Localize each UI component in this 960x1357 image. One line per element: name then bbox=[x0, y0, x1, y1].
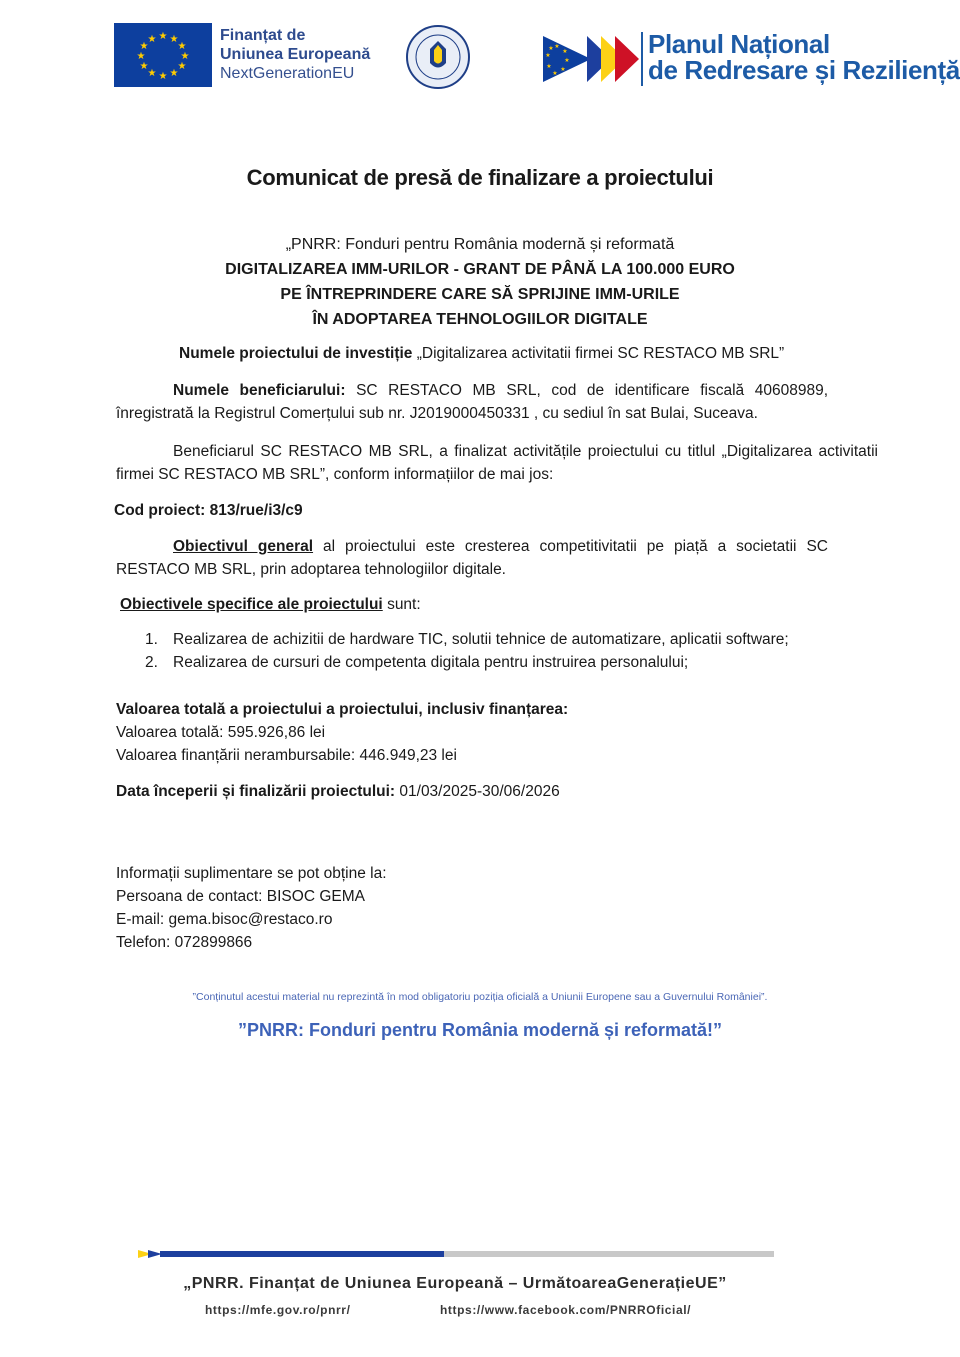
svg-text:★: ★ bbox=[177, 41, 187, 52]
list-item bbox=[116, 628, 789, 651]
list-item-number: 2. bbox=[145, 654, 158, 671]
romania-coat-of-arms-icon bbox=[406, 25, 470, 89]
info-intro: Informații suplimentare se pot obține la: bbox=[116, 865, 387, 882]
svg-text:★: ★ bbox=[560, 66, 566, 73]
project-dates bbox=[116, 780, 560, 803]
svg-text:★: ★ bbox=[564, 57, 570, 64]
svg-text:★: ★ bbox=[147, 68, 157, 79]
list-item-text: Realizarea de achizitii de hardware TIC, solutii tehnice de automatizare, aplicatii software; bbox=[173, 631, 789, 648]
footer-link-facebook[interactable]: https://www.facebook.com/PNRROficial/ bbox=[440, 1303, 692, 1317]
summary-paragraph bbox=[116, 440, 878, 486]
contact-person: Persoana de contact: BISOC GEMA bbox=[116, 888, 365, 905]
svg-text:★: ★ bbox=[552, 70, 558, 77]
svg-text:★: ★ bbox=[158, 31, 168, 42]
eu-line-3: NextGenerationEU bbox=[220, 65, 355, 82]
grant-line-1: DIGITALIZAREA IMM-URILOR - GRANT DE PÂNĂ LA 100.000 EURO bbox=[225, 261, 735, 278]
project-name-label: Numele proiectului de investiție bbox=[179, 345, 413, 362]
list-item-number: 1. bbox=[145, 631, 158, 648]
grant-line-2: PE ÎNTREPRINDERE CARE SĂ SPRIJINE IMM-URILE bbox=[280, 286, 680, 303]
general-objective-label: Obiectivul general bbox=[173, 538, 314, 555]
specific-objectives-heading bbox=[120, 593, 421, 616]
eu-stars-icon bbox=[114, 23, 212, 87]
pnrr-flag-icon bbox=[541, 32, 641, 86]
svg-text:★: ★ bbox=[180, 51, 190, 62]
eu-flag-logo bbox=[114, 23, 212, 87]
project-dates-label: Data începerii și finalizării proiectului: bbox=[116, 783, 396, 800]
svg-text:★: ★ bbox=[562, 48, 568, 55]
contact-block bbox=[116, 862, 387, 954]
beneficiary-value: SC RESTACO MB SRL, cod de identificare fiscală 40608989, înregistrată la Registrul Comerțului sub nr. J2019000450331 , cu sediul în sat Bulai, Suceava. bbox=[116, 382, 829, 422]
project-name-value: „Digitalizarea activitatii firmei SC RESTACO MB SRL” bbox=[416, 345, 785, 362]
grant-line-3: ÎN ADOPTAREA TEHNOLOGIILOR DIGITALE bbox=[312, 311, 648, 328]
svg-text:★: ★ bbox=[169, 34, 179, 45]
total-value: Valoarea totală: 595.926,86 lei bbox=[116, 724, 326, 741]
specific-objectives-label: Obiectivele specifice ale proiectului bbox=[120, 596, 383, 613]
svg-text:★: ★ bbox=[139, 61, 149, 72]
svg-text:★: ★ bbox=[169, 68, 179, 79]
program-line: „PNRR: Fonduri pentru România modernă și reformată bbox=[285, 236, 675, 253]
list-item bbox=[116, 651, 789, 674]
svg-text:★: ★ bbox=[139, 41, 149, 52]
project-name bbox=[179, 345, 784, 363]
svg-text:★: ★ bbox=[548, 45, 554, 52]
svg-text:★: ★ bbox=[177, 61, 187, 72]
footer-link-mfe[interactable]: https://mfe.gov.ro/pnrr/ bbox=[205, 1303, 351, 1317]
value-block bbox=[116, 698, 568, 767]
svg-text:★: ★ bbox=[546, 63, 552, 70]
contact-email: E-mail: gema.bisoc@restaco.ro bbox=[116, 911, 333, 928]
summary-text: Beneficiarul SC RESTACO MB SRL, a finalizat activitățile proiectului cu titlul „Digitalizarea activitatii firmei SC RESTACO MB SRL”, conform informațiilor de mai jos: bbox=[116, 443, 878, 483]
eu-line-2: Uniunea Europeană bbox=[220, 46, 371, 63]
svg-text:★: ★ bbox=[554, 43, 560, 50]
slogan-text: ”PNRR: Fonduri pentru România modernă și reformată!” bbox=[237, 1020, 723, 1040]
value-heading: Valoarea totală a proiectului a proiectului, inclusiv finanțarea: bbox=[116, 701, 569, 718]
program-block bbox=[0, 232, 960, 332]
svg-text:★: ★ bbox=[136, 51, 146, 62]
government-seal-logo bbox=[406, 25, 470, 89]
pnrr-title-line-2: de Redresare și Reziliență bbox=[648, 55, 960, 85]
page-title: Comunicat de presă de finalizare a proiectului bbox=[246, 165, 714, 190]
svg-text:★: ★ bbox=[158, 71, 168, 82]
pnrr-title-line-1: Planul Național bbox=[648, 29, 830, 59]
project-code bbox=[114, 499, 303, 522]
specific-objectives-list bbox=[116, 628, 789, 674]
svg-text:★: ★ bbox=[147, 34, 157, 45]
project-code-label: Cod proiect: bbox=[114, 502, 206, 519]
grant-value: Valoarea finanțării nerambursabile: 446.949,23 lei bbox=[116, 747, 457, 764]
project-dates-value: 01/03/2025-30/06/2026 bbox=[399, 783, 560, 800]
beneficiary-label: Numele beneficiarului: bbox=[173, 382, 346, 399]
svg-text:★: ★ bbox=[545, 52, 551, 59]
beneficiary-paragraph bbox=[116, 379, 828, 425]
eu-line-1: Finanțat de bbox=[220, 27, 306, 44]
footer-tagline: „PNRR. Finanțat de Uniunea Europeană – UrmătoareaGenerațieUE” bbox=[183, 1275, 727, 1292]
list-item-text: Realizarea de cursuri de competenta digitala pentru instruirea personalului; bbox=[173, 654, 689, 671]
pnrr-divider bbox=[641, 32, 643, 86]
footer-bar-graphic bbox=[138, 1250, 774, 1258]
general-objective-text: al proiectului este cresterea competitivitatii pe piață a societatii SC RESTACO MB SRL, prin adoptarea tehnologiilor digitale. bbox=[116, 538, 828, 578]
contact-phone: Telefon: 072899866 bbox=[116, 934, 253, 951]
eu-funding-text bbox=[220, 26, 370, 83]
footer-color-bar bbox=[138, 1245, 774, 1253]
pnrr-triangles-logo bbox=[541, 32, 641, 86]
disclaimer-text: ”Conținutul acestui material nu reprezintă în mod obligatoriu poziția oficială a Uniunii Europene sau a Guvernului României”. bbox=[192, 991, 768, 1003]
specific-objectives-suffix: sunt: bbox=[387, 596, 421, 613]
project-code-value: 813/rue/i3/c9 bbox=[209, 502, 303, 519]
general-objective-paragraph bbox=[116, 535, 828, 581]
pnrr-title bbox=[648, 31, 960, 83]
